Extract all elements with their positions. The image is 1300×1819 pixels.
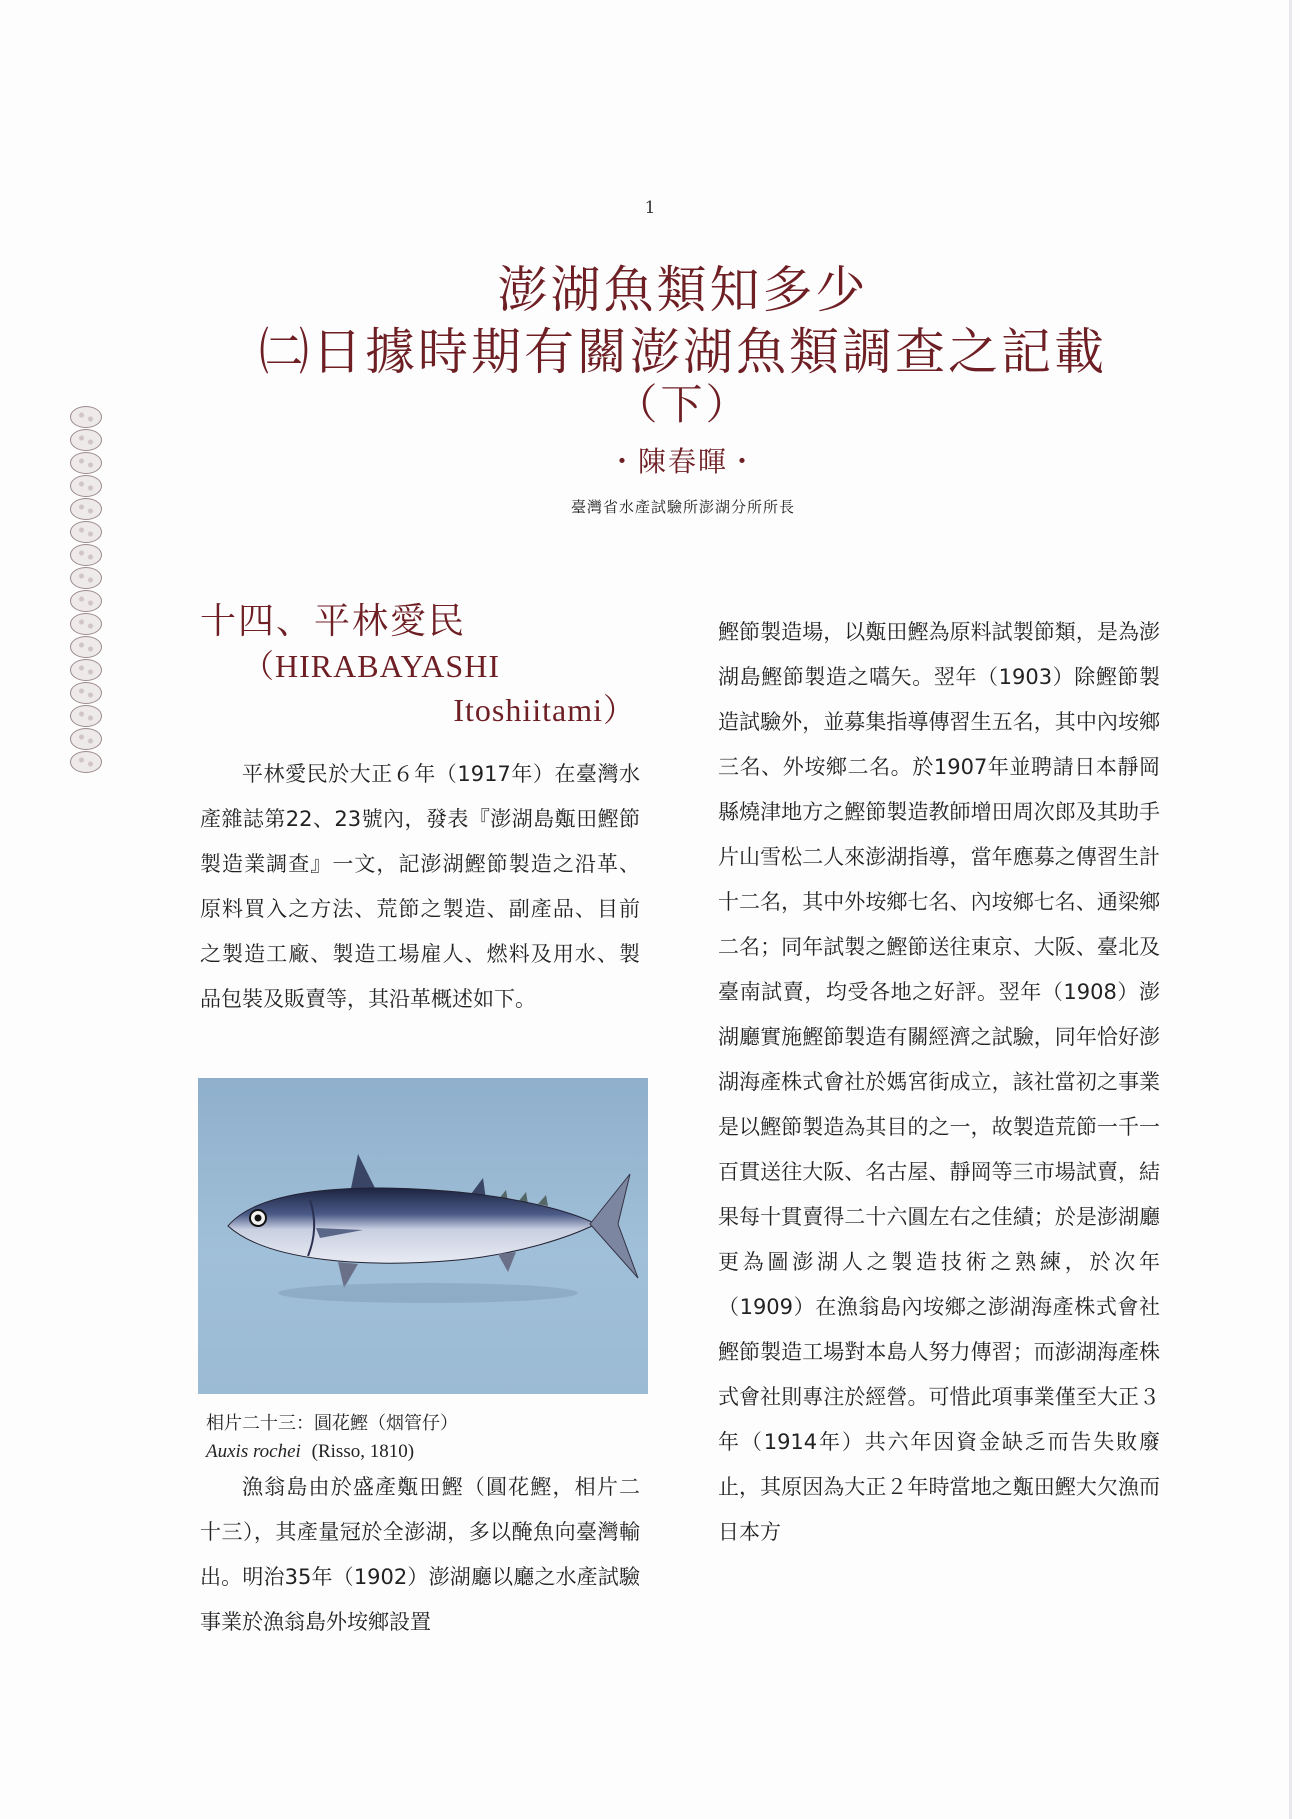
paragraph: 漁翁島由於盛產㽀田鰹（圓花鰹，相片二十三），其產量冠於全澎湖，多以醃魚向臺灣輸出。明治35年（1902）澎湖廳以廳之水產試驗事業於漁翁島外垵鄉設置 [200,1475,640,1634]
left-column-top [200,752,640,1022]
species-authority: (Risso, 1810) [311,1441,415,1462]
title-line-1: 澎湖魚類知多少 [497,261,869,319]
section-title: 十四、平林愛民 [200,601,467,642]
section-romanized-2: Itoshiitami） [453,692,636,728]
section-heading [200,600,650,732]
paragraph: 平林愛民於大正６年（1917年）在臺灣水產雜誌第22、23號內，發表『澎湖島㽀田鰹節製造業調查』一文，記澎湖鰹節製造之沿革、原料買入之方法、荒節之製造、副產品、目前之製造工廠、製造工場雇人、燃料及用水、製品包裝及販賣等，其沿革概述如下。 [200,762,640,1011]
caption-scientific [206,1438,646,1466]
title-line-3: （下） [615,380,751,429]
affiliation: 臺灣省水產試驗所澎湖分所所長 [570,498,795,516]
caption-chinese: 相片二十三：圓花鰹（烟管仔） [206,1413,458,1434]
tuna-fish-icon [198,1078,648,1394]
page-number: 1 [644,198,656,218]
photo-caption [206,1410,646,1466]
title-line-2: ㈡日據時期有關澎湖魚類調查之記載 [259,323,1107,381]
author: ・陳春暉・ [607,445,758,478]
paragraph: 鰹節製造場，以㽀田鰹為原料試製節類，是為澎湖島鰹節製造之嚆矢。翌年（1903）除鰹節製造試驗外，並募集指導傳習生五名，其中內垵鄉三名、外垵鄉二名。於1907年並聘請日本靜岡縣燒津地方之鰹節製造教師增田周次郎及其助手片山雪松二人來澎湖指導，當年應募之傳習生計十二名，其中外垵鄉七名、內垵鄉七名、通梁鄉二名；同年試製之鰹節送往東京、大阪、臺北及臺南試賣，均受各地之好評。翌年（1908）澎湖廳實施鰹節製造有關經濟之試驗，同年恰好澎湖海產株式會社於媽宮街成立，該社當初之事業是以鰹節製造為其目的之一，故製造荒節一千一百貫送往大阪、名古屋、靜岡等三市場試賣，結果每十貫賣得二十六圓左右之佳績；於是澎湖廳更為圖澎湖人之製造技術之熟練，於次年（1909）在漁翁島內垵鄉之澎湖海產株式會社鰹節製造工場對本島人努力傳習；而澎湖海產株式會社則專注於經營。可惜此項事業僅至大正３年（1914年）共六年因資金缺乏而告失敗廢止，其原因為大正２年時當地之㽀田鰹大欠漁而日本方 [718,620,1160,1544]
right-column [718,610,1160,1555]
decorative-ornament-icon [70,406,104,773]
scientific-name: Auxis rochei [206,1441,301,1462]
section-romanized-1: （HIRABAYASHI [242,648,500,684]
left-column-bottom [200,1465,640,1645]
fish-photo [198,1078,648,1394]
